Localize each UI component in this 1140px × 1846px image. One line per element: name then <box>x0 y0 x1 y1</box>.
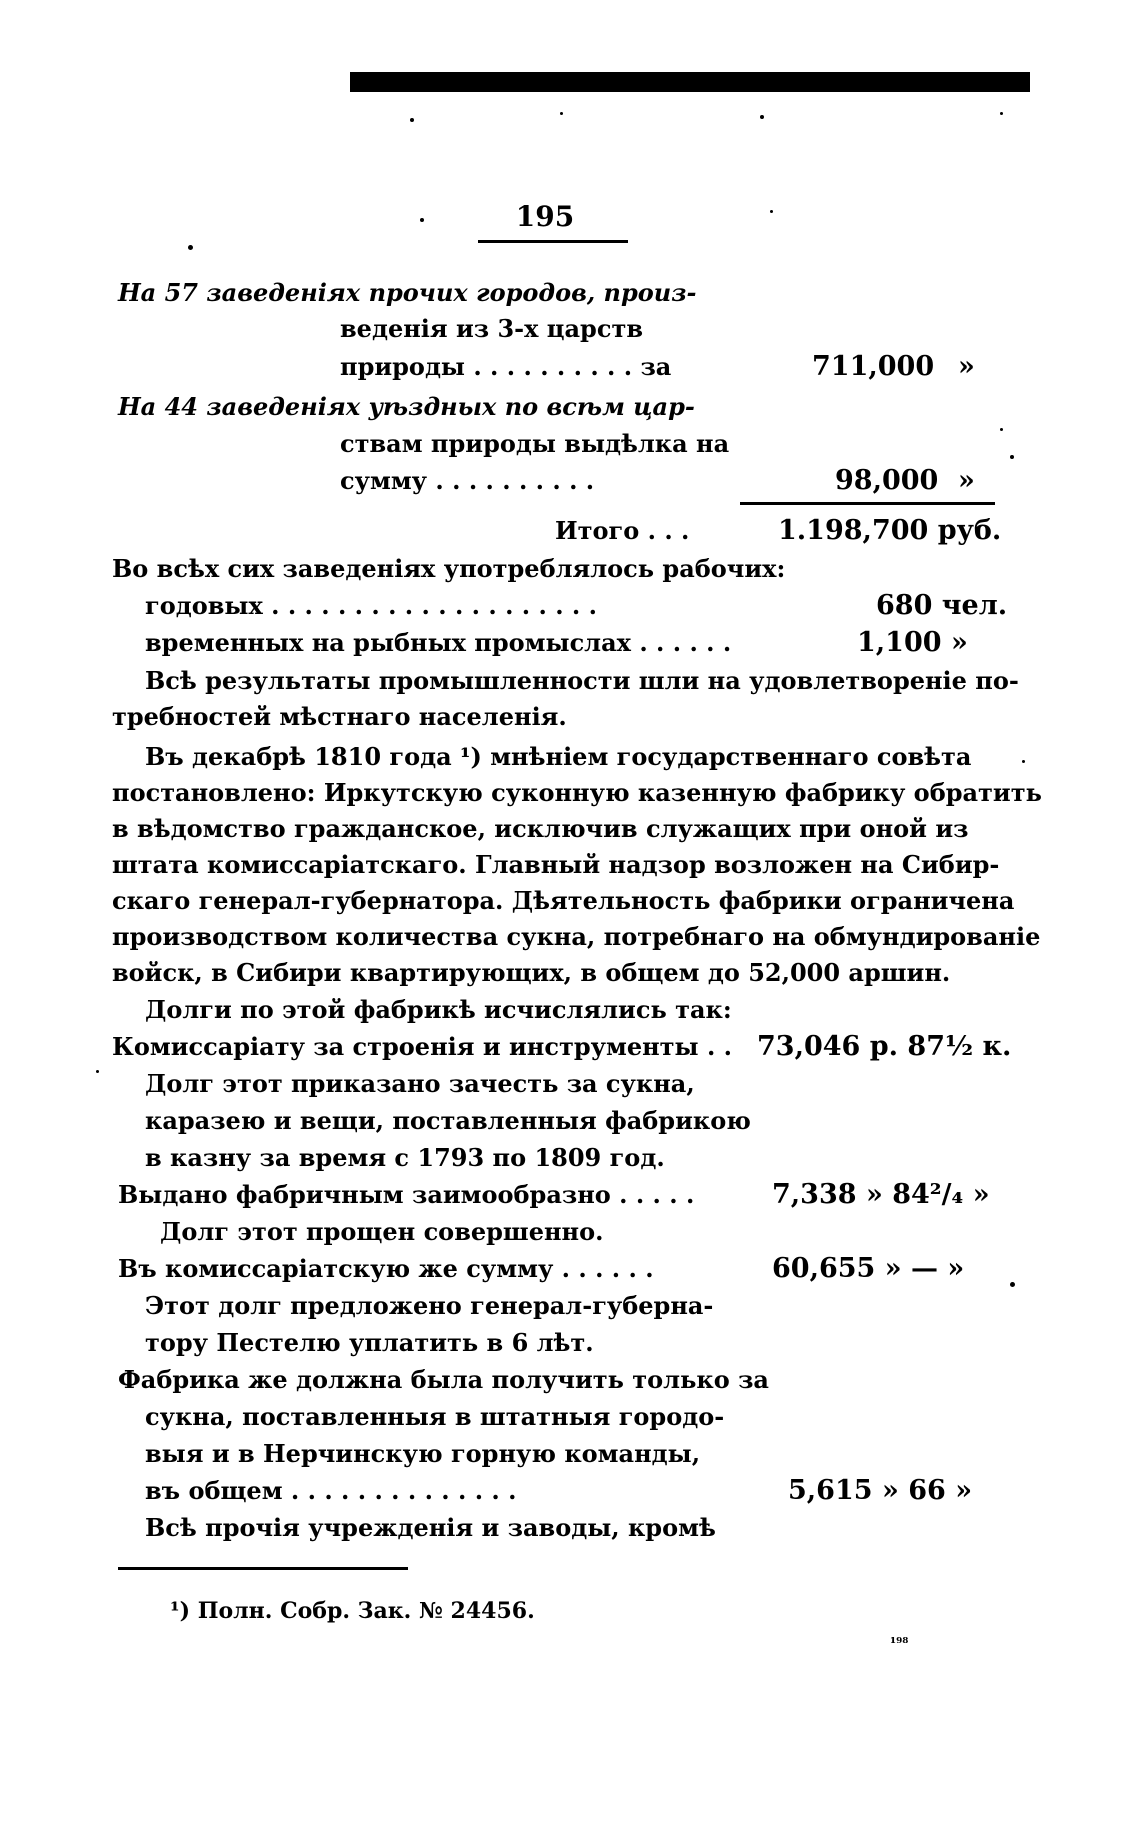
paragraph2-line6: производством количества сукна, потребнаго на обмундированіе <box>112 922 1041 951</box>
income-row2-line2: ствам природы выдѣлка на <box>340 429 730 458</box>
total-amount: 1.198,700 руб. <box>778 515 1002 546</box>
debt3-label: Въ комиссаріатскую же сумму . . . . . . <box>118 1254 654 1283</box>
debt3-note-line1: Этот долг предложено генерал-губерна- <box>145 1291 714 1320</box>
paragraph1-line1: Всѣ результаты промышленности шли на удовлетвореніе по- <box>145 666 1019 695</box>
income-row2-line3: сумму . . . . . . . . . . <box>340 466 595 495</box>
total-label: Итого . . . <box>555 516 690 545</box>
paragraph2-line2: постановлено: Иркутскую суконную казенную фабрику обратить <box>112 778 1042 807</box>
debt1-label: Комиссаріату за строенія и инструменты . . <box>112 1032 733 1061</box>
factory-due-amount: 5,615 » 66 » <box>788 1475 973 1506</box>
debt3-amount: 60,655 » — » <box>772 1253 965 1284</box>
sum-rule <box>740 502 995 505</box>
workers-temporary-value: 1,100 » <box>857 627 968 658</box>
paragraph2-line7: войск, в Сибири квартирующих, в общем до 52,000 аршин. <box>112 958 951 987</box>
income-row2-line1: На 44 заведеніях уѣздных по всѣм цар- <box>118 392 695 421</box>
paragraph2-line1: Въ декабрѣ 1810 года ¹) мнѣніем государственнаго совѣта <box>145 742 972 771</box>
income-row1-amount: 711,000 <box>812 351 935 382</box>
page-number: 195 <box>515 200 575 233</box>
factory-due-line3: выя и в Нерчинскую горную команды, <box>145 1439 701 1468</box>
debt3-note-line2: тору Пестелю уплатить в 6 лѣт. <box>145 1328 594 1357</box>
bottom-mark: ₁₉₈ <box>890 1631 909 1647</box>
factory-due-line2: сукна, поставленныя в штатныя городо- <box>145 1402 725 1431</box>
top-black-bar <box>350 72 1030 92</box>
debt1-note-line2: каразею и вещи, поставленныя фабрикою <box>145 1106 751 1135</box>
income-row2-unit: » <box>958 465 975 496</box>
last-line: Всѣ прочія учрежденія и заводы, кромѣ <box>145 1513 716 1542</box>
debts-intro: Долги по этой фабрикѣ исчислялись так: <box>145 995 732 1024</box>
debt1-amount: 73,046 р. 87½ к. <box>757 1031 1012 1062</box>
paragraph2-line4: штата комиссаріатскаго. Главный надзор возложен на Сибир- <box>112 850 1000 879</box>
factory-due-line4: въ общем . . . . . . . . . . . . . . <box>145 1476 517 1505</box>
paragraph2-line5: скаго генерал-губернатора. Дѣятельность фабрики ограничена <box>112 886 1015 915</box>
debt1-note-line3: в казну за время с 1793 по 1809 год. <box>145 1143 665 1172</box>
debt2-amount: 7,338 » 84²/₄ » <box>772 1179 990 1210</box>
income-row1-line2: веденія из 3-х царств <box>340 314 643 343</box>
debt1-note-line1: Долг этот приказано зачесть за сукна, <box>145 1069 695 1098</box>
income-row1-text: На 57 заведеніях прочих городов, произ- <box>118 278 697 307</box>
workers-annual-label: годовых . . . . . . . . . . . . . . . . . . . . <box>145 591 597 620</box>
paragraph1-line2: требностей мѣстнаго населенія. <box>112 702 567 731</box>
workers-annual-value: 680 чел. <box>876 590 1008 621</box>
paragraph2-line3: в вѣдомство гражданское, исключив служащих при оной из <box>112 814 969 843</box>
footnote-rule <box>118 1567 408 1570</box>
debt2-note-line1: Долг этот прощен совершенно. <box>160 1217 604 1246</box>
footnote: ¹) Полн. Собр. Зак. № 24456. <box>170 1598 535 1624</box>
factory-due-line1: Фабрика же должна была получить только за <box>118 1365 769 1394</box>
income-row1-unit: » <box>958 351 975 382</box>
debt2-label: Выдано фабричным заимообразно . . . . . <box>118 1180 695 1209</box>
income-row2-amount: 98,000 <box>835 465 939 496</box>
workers-temporary-label: временных на рыбных промыслах . . . . . . <box>145 628 732 657</box>
workers-intro: Во всѣх сих заведеніях употреблялось рабочих: <box>112 554 786 583</box>
income-row1-line1 <box>118 276 697 310</box>
income-row1-line3: природы . . . . . . . . . . за <box>340 352 672 381</box>
page-number-rule <box>478 240 628 243</box>
